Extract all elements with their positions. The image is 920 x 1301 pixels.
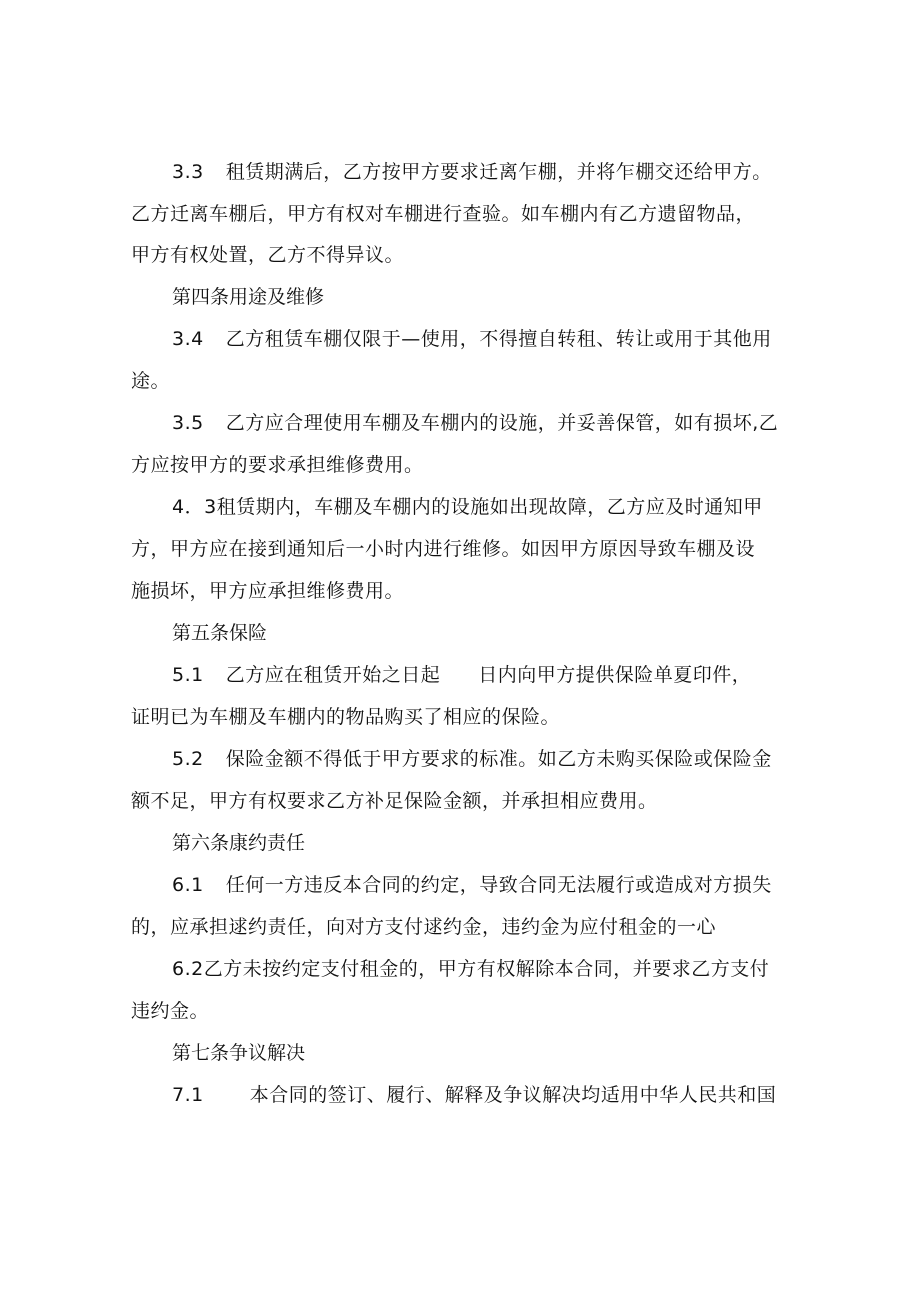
- article-4-heading: 第四条用途及维修: [172, 286, 325, 308]
- clause-4-3-line-3: 施损坏，甲方应承担维修费用。: [131, 580, 405, 602]
- clause-text: 乙方应合理使用车棚及车棚内的设施，并妥善保管，如有损坏,乙: [225, 412, 779, 434]
- clause-text: 乙方应在租赁开始之日起: [225, 664, 441, 686]
- clause-number: 4．3: [172, 496, 217, 518]
- clause-5-2-line-1: [172, 747, 772, 771]
- clause-3-4-line-1: [172, 327, 772, 351]
- article-7-heading: 第七条争议解决: [172, 1042, 306, 1064]
- article-6-heading: 第六条康约责任: [172, 832, 306, 854]
- clause-number: 3.3: [172, 161, 204, 183]
- clause-3-3-line-2: 乙方迁离车棚后，甲方有权对车棚进行查验。如车棚内有乙方遗留物品，: [131, 203, 756, 225]
- clause-6-2-line-1: 6.2乙方未按约定支付租金的，甲方有权解除本合同，并要求乙方支付: [172, 958, 770, 980]
- clause-3-3-line-3: 甲方有权处置，乙方不得异议。: [131, 244, 405, 266]
- clause-number: 7.1: [172, 1084, 204, 1106]
- clause-text: 租赁期满后，乙方按甲方要求迁离乍棚，并将乍棚交还给甲方。: [225, 161, 772, 183]
- clause-4-3-line-1: [172, 495, 763, 519]
- clause-number: 5.1: [172, 664, 204, 686]
- clause-number: 6.1: [172, 874, 204, 896]
- clause-3-4-line-2: 途。: [131, 370, 171, 392]
- clause-3-5-line-2: 方应按甲方的要求承担维修费用。: [131, 454, 424, 476]
- clause-number: 5.2: [172, 748, 204, 770]
- clause-number: 3.4: [172, 328, 204, 350]
- clause-text: 乙方租赁车棚仅限于—使用，不得擅自转租、转让或用于其他用: [225, 328, 772, 350]
- clause-text: 本合同的签订、履行、解释及争议解决均适用中华人民共和国: [249, 1084, 777, 1106]
- clause-3-5-line-1: [172, 411, 778, 435]
- clause-7-1-line-1: [172, 1083, 776, 1107]
- clause-6-1-line-2: 的，应承担逑约责任，向对方支付逑约金，违约金为应付租金的一心: [131, 916, 717, 938]
- clause-5-2-line-2: 额不足，甲方有权要求乙方补足保险金额，并承担相应费用。: [131, 790, 658, 812]
- clause-text: 租赁期内，车棚及车棚内的设施如出现故障，乙方应及时通知甲: [216, 496, 763, 518]
- clause-6-2-line-2: 违约金。: [131, 1000, 210, 1022]
- clause-text: 任何一方违反本合同的约定，导致合同无法履行或造成对方损失: [225, 874, 772, 896]
- clause-3-3-line-1: [172, 160, 772, 184]
- clause-4-3-line-2: 方，甲方应在接到通知后一小时内进行维修。如因甲方原因导致车棚及设: [131, 538, 756, 560]
- clause-text-continued: 日内向甲方提供保险单夏印件，: [478, 664, 752, 686]
- clause-text: 保险金额不得低于甲方要求的标准。如乙方未购买保险或保险金: [225, 748, 772, 770]
- clause-number: 3.5: [172, 412, 204, 434]
- article-5-heading: 第五条保险: [172, 622, 268, 644]
- clause-5-1-line-2: 证明已为车棚及车棚内的物品购买了相应的保险。: [131, 706, 561, 728]
- clause-6-1-line-1: [172, 873, 772, 897]
- clause-5-1-line-1: [172, 663, 751, 687]
